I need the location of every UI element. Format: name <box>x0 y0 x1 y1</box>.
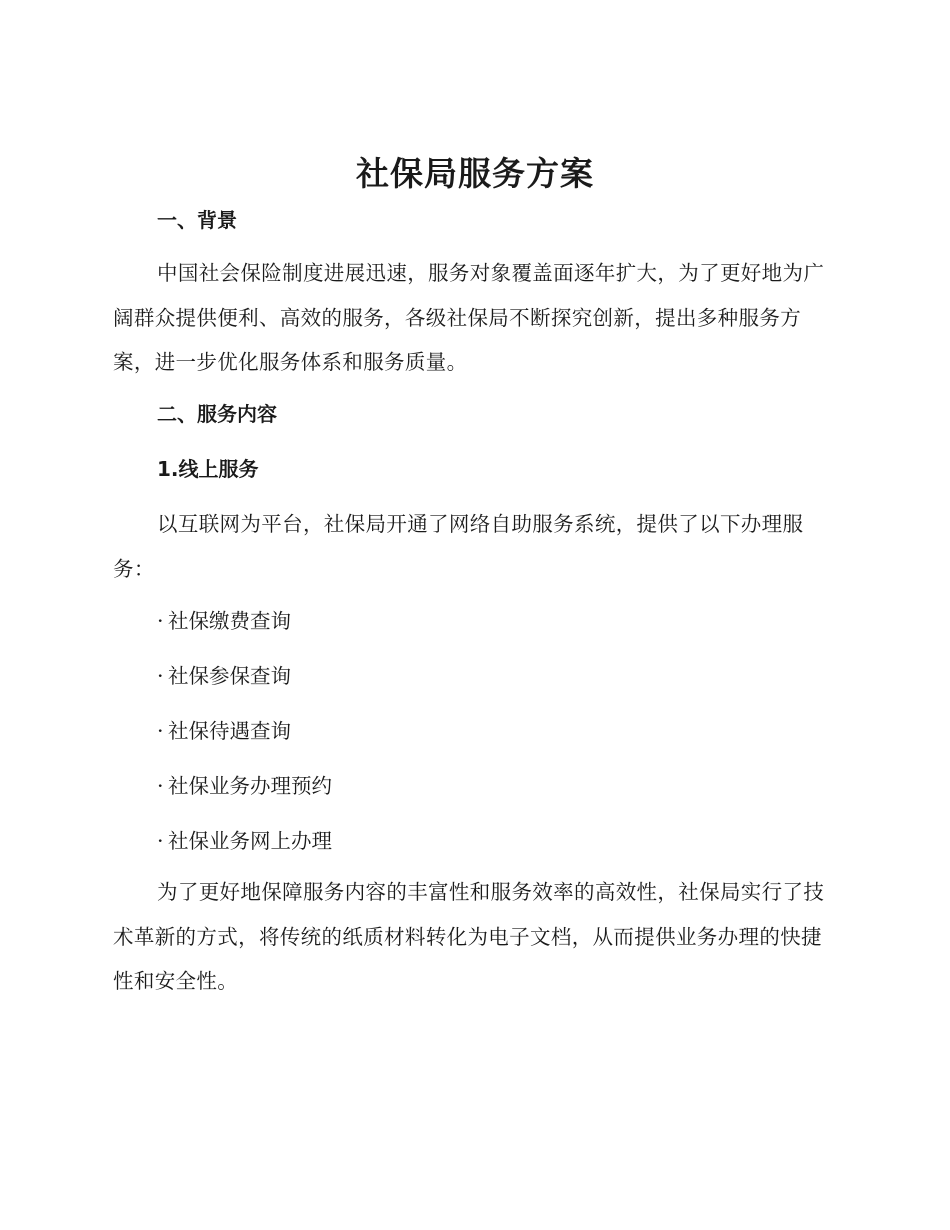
list-item-text: 社保业务办理预约 <box>168 774 332 798</box>
page-title: 社保局服务方案 <box>356 154 594 193</box>
bullet-marker: · <box>157 829 164 853</box>
section-heading-background: 一、背景 <box>157 208 237 232</box>
list-item-text: 社保业务网上办理 <box>168 829 332 853</box>
list-item-text: 社保缴费查询 <box>168 609 291 633</box>
subsection-heading-online-service: 1.线上服务 <box>157 457 259 481</box>
list-item <box>157 606 291 636</box>
online-service-intro: 以互联网为平台，社保局开通了网络自助服务系统，提供了以下办理服务： <box>113 512 804 581</box>
bullet-marker: · <box>157 664 164 688</box>
bullet-marker: · <box>157 609 164 633</box>
list-item <box>157 716 291 746</box>
list-item <box>157 661 291 691</box>
list-item-text: 社保参保查询 <box>168 664 291 688</box>
section-heading-service-content: 二、服务内容 <box>157 402 277 426</box>
closing-paragraph: 为了更好地保障服务内容的丰富性和服务效率的高效性，社保局实行了技术革新的方式，将传统的纸质材料转化为电子文档，从而提供业务办理的快捷性和安全性。 <box>113 880 825 993</box>
list-item <box>157 771 332 801</box>
background-paragraph: 中国社会保险制度进展迅速，服务对象覆盖面逐年扩大，为了更好地为广阔群众提供便利、高效的服务，各级社保局不断探究创新，提出多种服务方案，进一步优化服务体系和服务质量。 <box>113 261 825 374</box>
list-item-text: 社保待遇查询 <box>168 719 291 743</box>
bullet-marker: · <box>157 774 164 798</box>
bullet-marker: · <box>157 719 164 743</box>
list-item <box>157 826 332 856</box>
